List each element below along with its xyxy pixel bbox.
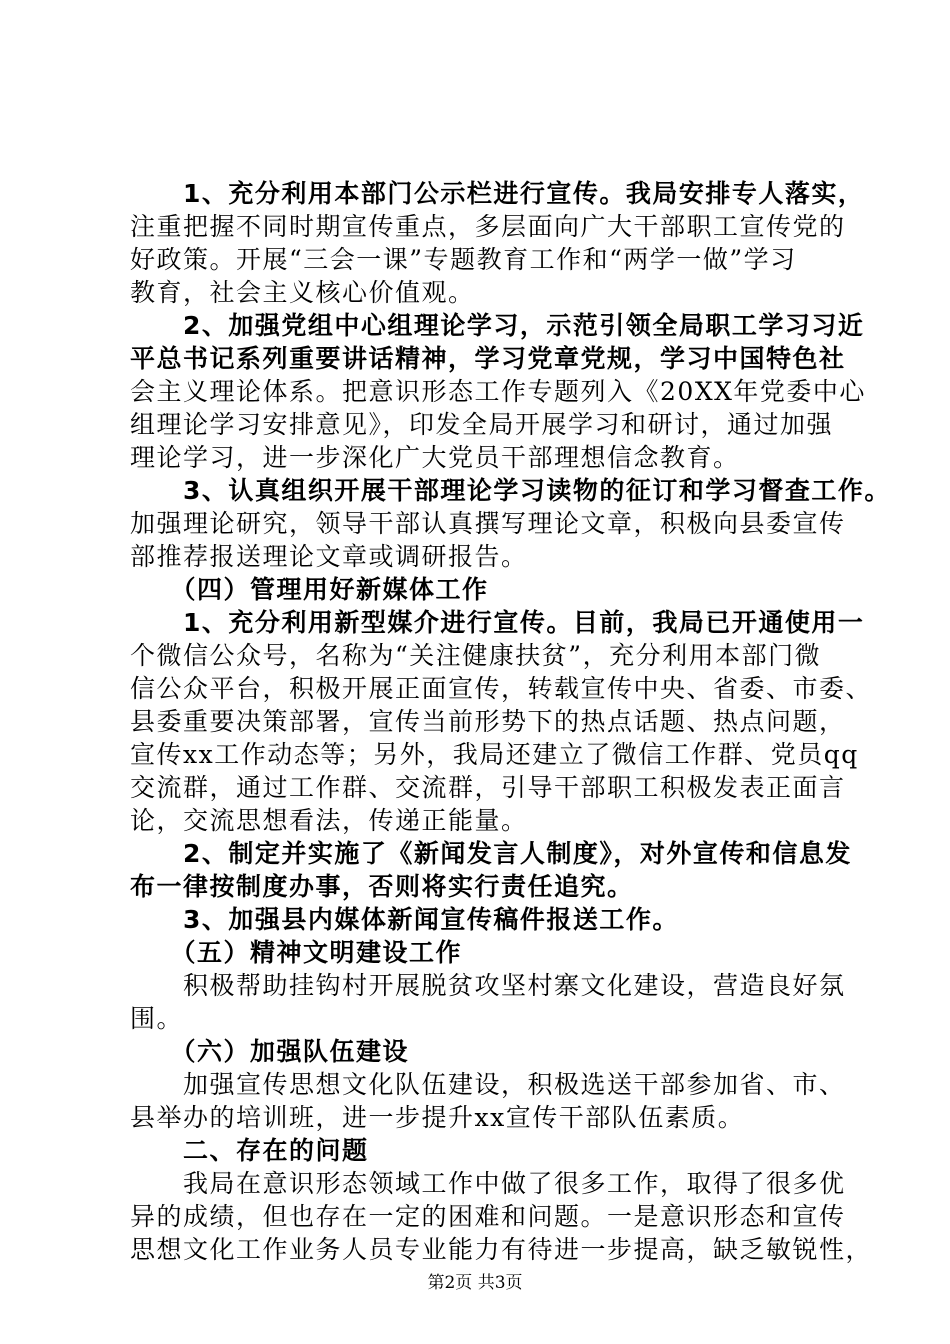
para-3-line-2: 加强理论研究，领导干部认真撰写理论文章，积极向县委宣传	[130, 509, 846, 538]
para-8-line-2: 县举办的培训班，进一步提升xx宣传干部队伍素质。	[130, 1103, 745, 1132]
para-4-line-1: 1、充分利用新型媒介进行宣传。目前，我局已开通使用一	[130, 608, 865, 637]
para-4-line-2: 个微信公众号，名称为“关注健康扶贫”，充分利用本部门微	[130, 641, 822, 670]
para-1-line-1: 1、充分利用本部门公示栏进行宣传。我局安排专人落实，	[130, 179, 865, 208]
heading-section-4: （四）管理用好新媒体工作	[130, 575, 489, 604]
heading-section-6: （六）加强队伍建设	[130, 1037, 410, 1066]
para-2-line-1: 2、加强党组中心组理论学习，示范引领全局职工学习习近	[130, 311, 865, 340]
para-7-line-2: 围。	[130, 1004, 184, 1033]
para-9-line-3: 思想文化工作业务人员专业能力有待进一步提高，缺乏敏锐性，	[130, 1235, 873, 1264]
page-number-footer: 第2页 共3页	[427, 1273, 523, 1293]
para-4-line-4: 县委重要决策部署，宣传当前形势下的热点话题、热点问题，	[130, 707, 846, 736]
para-4-line-5: 宣传xx工作动态等；另外，我局还建立了微信工作群、党员qq	[130, 740, 859, 769]
para-5-line-1: 2、制定并实施了《新闻发言人制度》，对外宣传和信息发	[130, 839, 852, 868]
para-1-line-3: 好政策。开展“三会一课”专题教育工作和“两学一做”学习	[130, 245, 797, 274]
para-5-line-2: 布一律按制度办事，否则将实行责任追究。	[130, 872, 634, 901]
para-4-line-7: 论，交流思想看法，传递正能量。	[130, 806, 528, 835]
heading-part-2: 二、存在的问题	[130, 1136, 369, 1165]
para-1-line-4: 教育，社会主义核心价值观。	[130, 278, 475, 307]
para-2-line-4: 组理论学习安排意见》，印发全局开展学习和研讨，通过加强	[130, 410, 834, 439]
para-4-line-3: 信公众平台，积极开展正面宣传，转载宣传中央、省委、市委、	[130, 674, 873, 703]
para-1-line-2: 注重把握不同时期宣传重点，多层面向广大干部职工宣传党的	[130, 212, 846, 241]
para-9-line-1: 我局在意识形态领域工作中做了很多工作，取得了很多优	[130, 1169, 846, 1198]
para-6-line-1: 3、加强县内媒体新闻宣传稿件报送工作。	[130, 905, 679, 934]
para-4-line-6: 交流群，通过工作群、交流群，引导干部职工积极发表正面言	[130, 773, 846, 802]
para-3-line-1: 3、认真组织开展干部理论学习读物的征订和学习督查工作。	[130, 476, 891, 505]
heading-section-5: （五）精神文明建设工作	[130, 938, 463, 967]
para-2-line-2: 平总书记系列重要讲话精神，学习党章党规，学习中国特色社	[130, 344, 846, 373]
para-2-line-3: 会主义理论体系。把意识形态工作专题列入《20XX年党委中心	[130, 377, 866, 406]
para-7-line-1: 积极帮助挂钩村开展脱贫攻坚村寨文化建设，营造良好氛	[130, 971, 846, 1000]
para-9-line-2: 异的成绩，但也存在一定的困难和问题。一是意识形态和宣传	[130, 1202, 846, 1231]
para-2-line-5: 理论学习，进一步深化广大党员干部理想信念教育。	[130, 443, 740, 472]
para-3-line-3: 部推荐报送理论文章或调研报告。	[130, 542, 528, 571]
para-8-line-1: 加强宣传思想文化队伍建设，积极选送干部参加省、市、	[130, 1070, 846, 1099]
